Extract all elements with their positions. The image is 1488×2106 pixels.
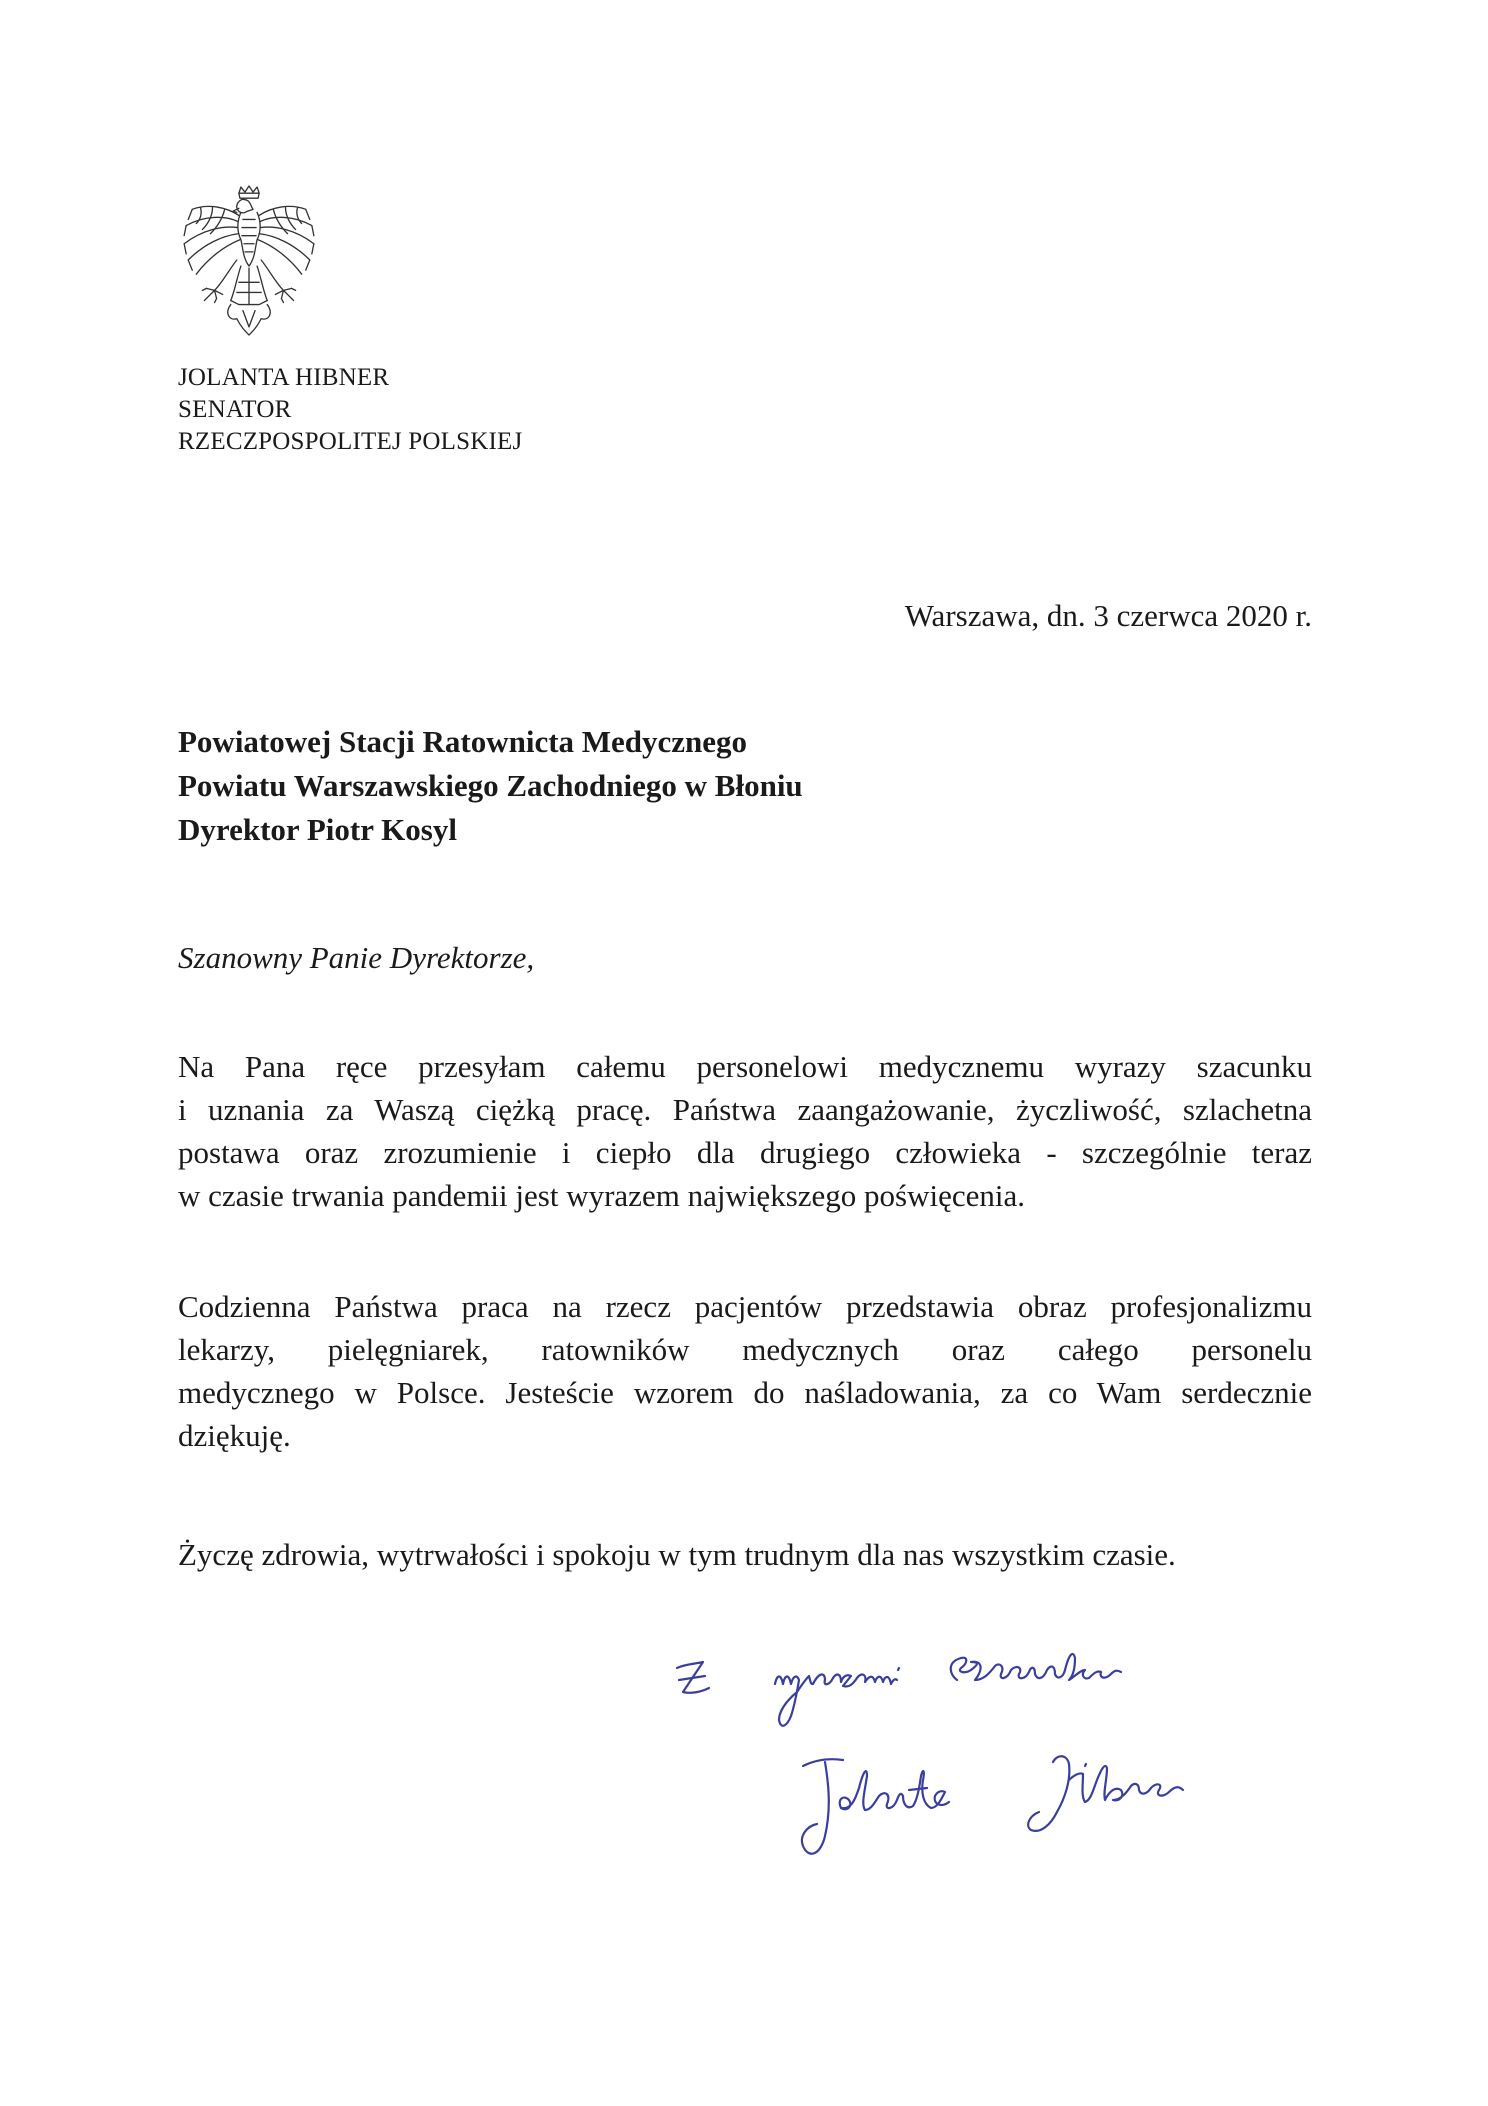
paragraph-line: w czasie trwania pandemii jest wyrazem największego poświęcenia. bbox=[178, 1178, 1025, 1213]
body-paragraph bbox=[178, 1285, 1312, 1457]
recipient-block bbox=[178, 720, 803, 852]
sender-country: RZECZPOSPOLITEJ POLSKIEJ bbox=[178, 428, 523, 455]
recipient-line: Powiatu Warszawskiego Zachodniego w Błoniu bbox=[178, 768, 803, 803]
paragraph-line: Życzę zdrowia, wytrwałości i spokoju w tym trudnym dla nas wszystkim czasie. bbox=[178, 1537, 1176, 1572]
body-paragraph bbox=[178, 1533, 1312, 1576]
body-paragraph bbox=[178, 1045, 1312, 1217]
paragraph-line: medycznego w Polsce. Jesteście wzorem do naśladowania, za co Wam serdecznie bbox=[178, 1375, 1312, 1410]
sender-name: JOLANTA HIBNER bbox=[178, 364, 390, 391]
paragraph-line: Na Pana ręce przesyłam całemu personelowi medycznemu wyrazy szacunku bbox=[178, 1049, 1312, 1084]
paragraph-line: i uznania za Waszą ciężką pracę. Państwa zaangażowanie, życzliwość, szlachetna bbox=[178, 1092, 1312, 1127]
handwritten-signature bbox=[665, 1640, 1265, 1880]
letter-date: Warszawa, dn. 3 czerwca 2020 r. bbox=[904, 598, 1312, 633]
recipient-line: Dyrektor Piotr Kosyl bbox=[178, 812, 457, 847]
sender-title: SENATOR bbox=[178, 396, 292, 423]
salutation: Szanowny Panie Dyrektorze, bbox=[178, 940, 535, 975]
paragraph-line: Codzienna Państwa praca na rzecz pacjentów przedstawia obraz profesjonalizmu bbox=[178, 1289, 1312, 1324]
polish-eagle-emblem-icon bbox=[178, 185, 320, 337]
paragraph-line: dziękuję. bbox=[178, 1418, 291, 1453]
recipient-line: Powiatowej Stacji Ratownicta Medycznego bbox=[178, 724, 748, 759]
paragraph-line: lekarzy, pielęgniarek, ratowników medycznych oraz całego personelu bbox=[178, 1332, 1312, 1367]
sender-block bbox=[178, 362, 522, 458]
paragraph-line: postawa oraz zrozumienie i ciepło dla drugiego człowieka - szczególnie teraz bbox=[178, 1135, 1312, 1170]
